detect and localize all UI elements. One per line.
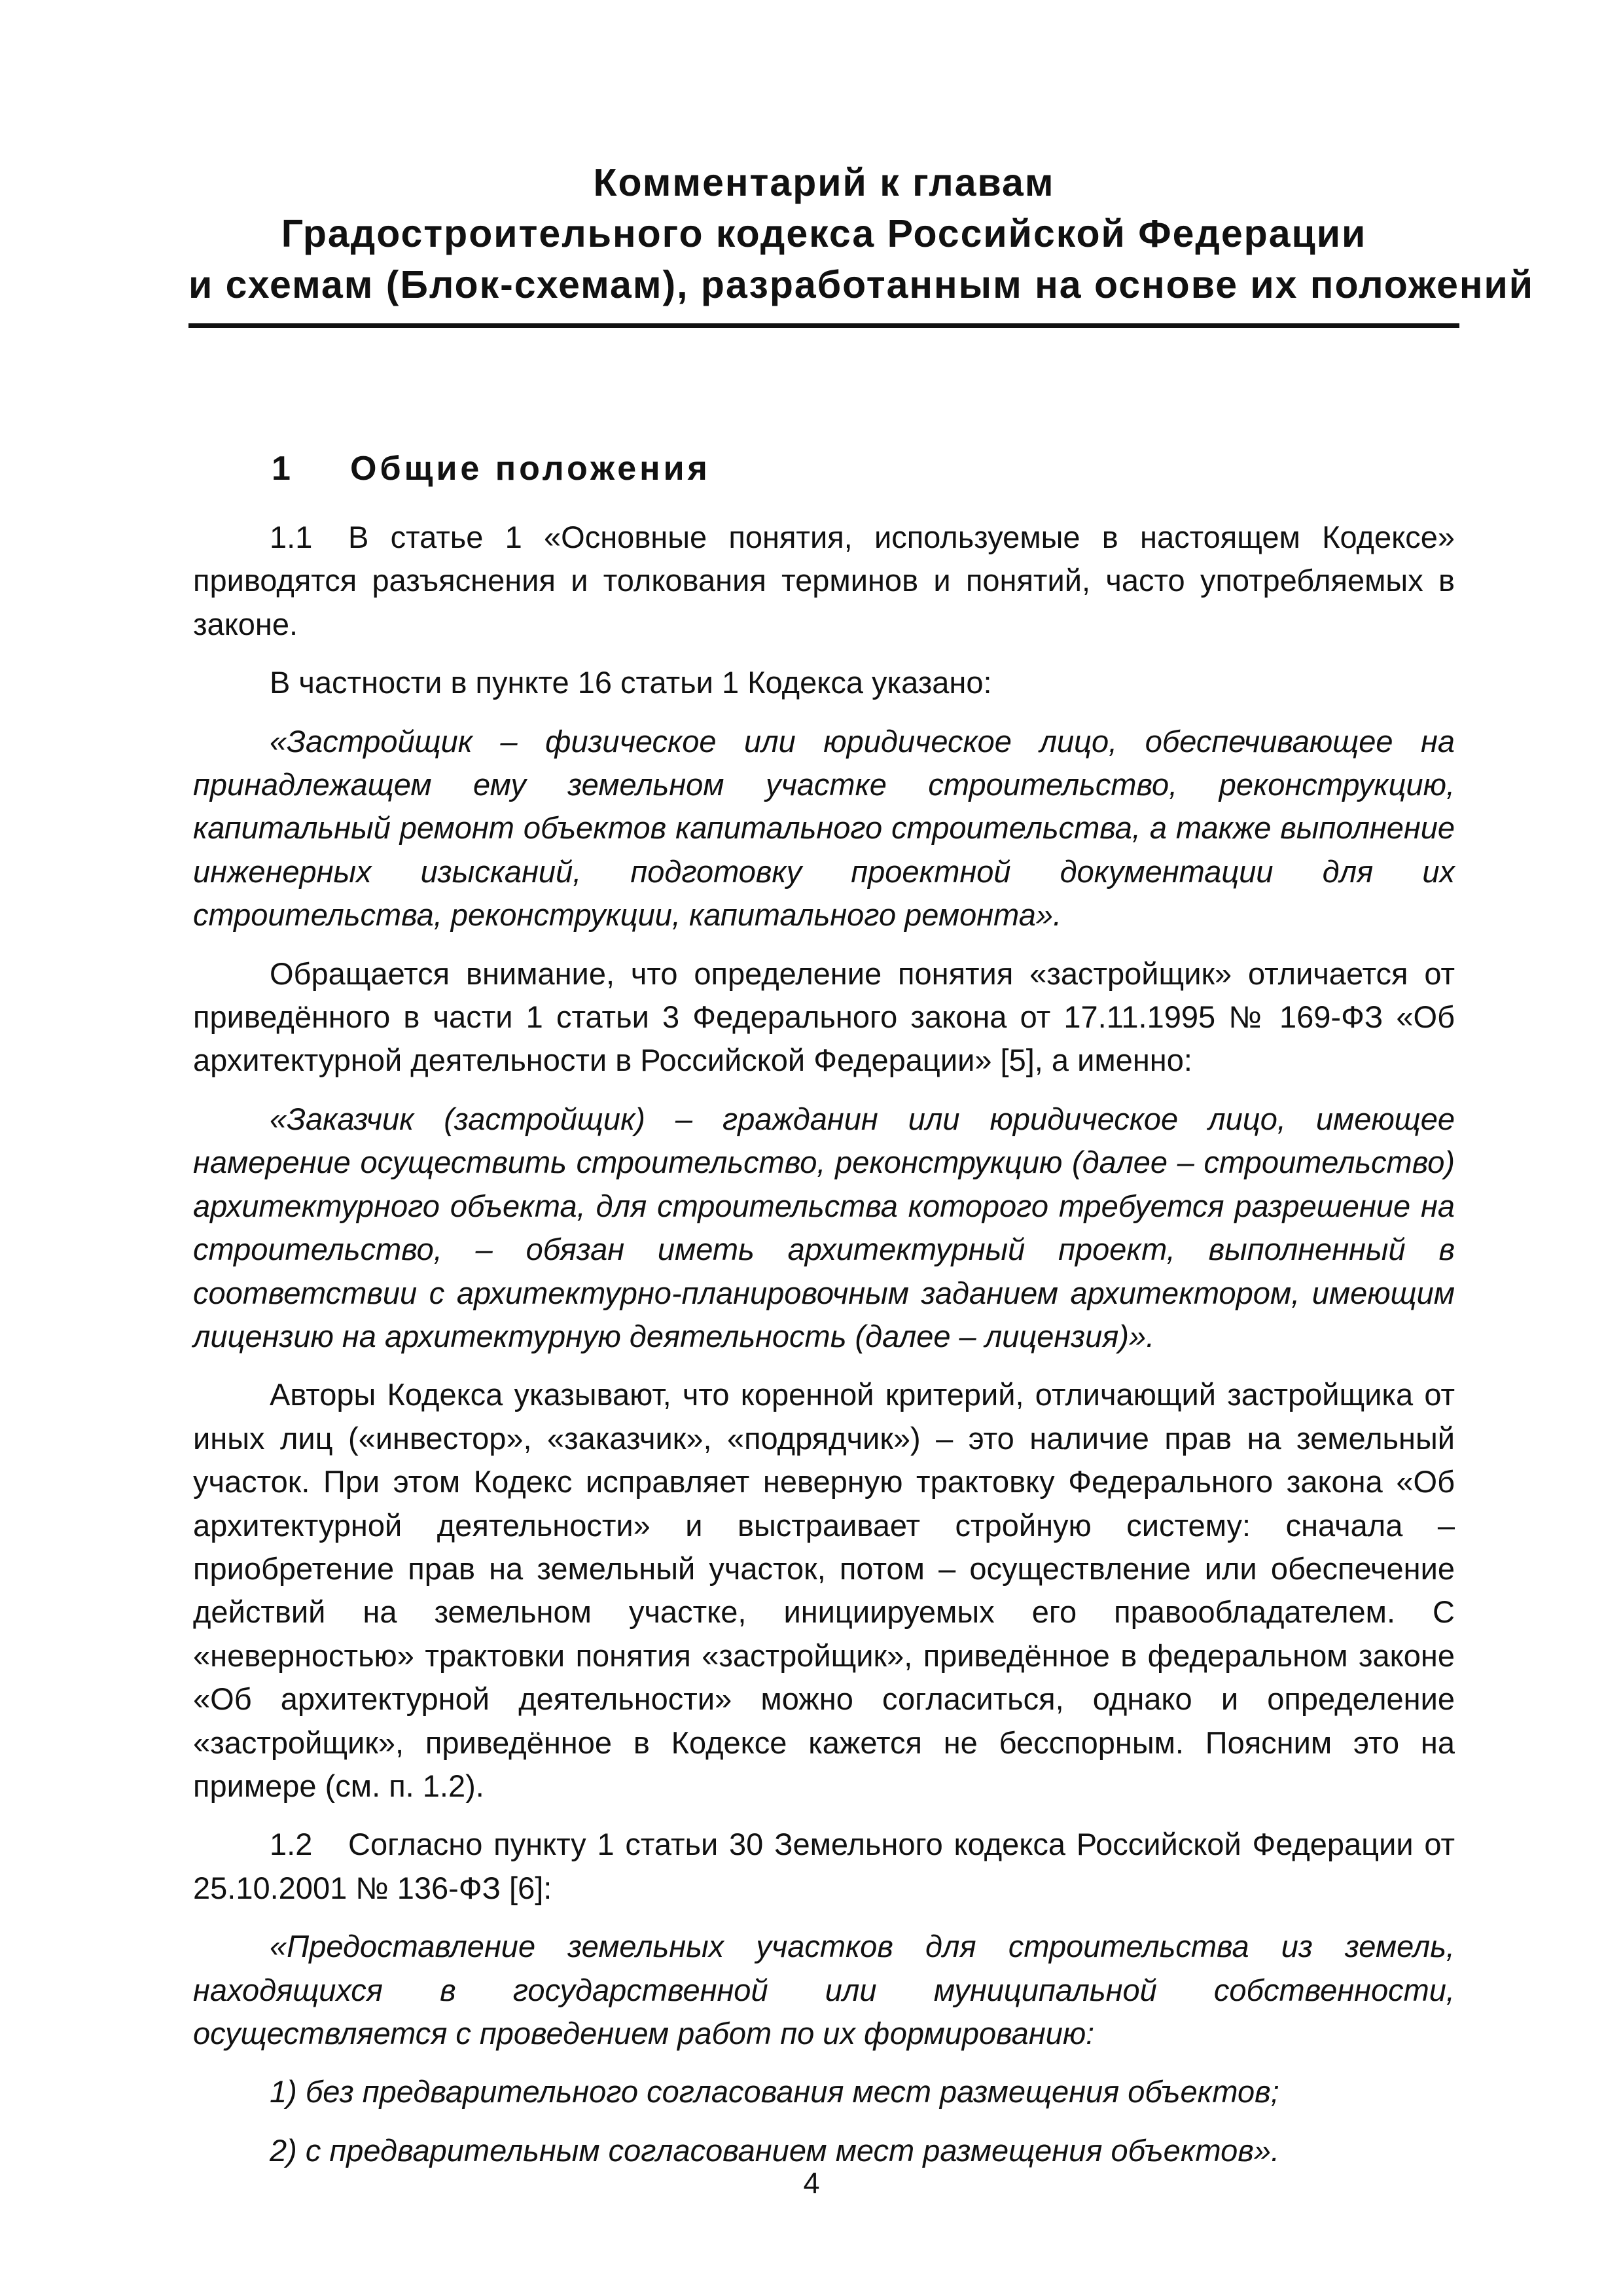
paragraph-number: 1.2 [270, 1827, 313, 1862]
section-title: Общие положения [350, 450, 711, 488]
paragraph-text: В статье 1 «Основные понятия, используемые в настоящем Кодексе» приводятся разъяснения и толкования терминов и понятий, часто употребляемых в законе. [193, 520, 1455, 641]
quote-list-item: 2) с предварительным согласованием мест размещения объектов». [270, 2132, 1280, 2168]
paragraph: Обращается внимание, что определение понятия «застройщик» отличается от приведённого в части 1 статьи 3 Федерального закона от 17.11.1995 № 169-ФЗ «Об архитектурной деятельности в Российской Федерации» [5], а именно: [193, 956, 1455, 1078]
title-line-1: Комментарий к главам [593, 161, 1055, 204]
quote-paragraph: «Застройщик – физическое или юридическое лицо, обеспечивающее на принадлежащем ему земельном участке строительство, реконструкцию, капитальный ремонт объектов капитального строительства, а также выполнение инженерных изысканий, подготовку проектной документации для их строительства, реконструкции, капитального ремонта». [193, 723, 1455, 933]
paragraph-number: 1.1 [270, 520, 313, 554]
paragraph: Авторы Кодекса указывают, что коренной критерий, отличающий застройщика от иных лиц («инвестор», «заказчик», «подрядчик») – это наличие прав на земельный участок. При этом Кодекс исправляет неверную трактовку Федерального закона «Об архитектурной деятельности» и выстраивает стройную систему: сначала – приобретение прав на земельный участок, потом – осуществление или обеспечение действий на земельном участке, инициируемых его правообладателем. С «неверностью» трактовки понятия «застройщик», приведённое в федеральном законе «Об архитектурной деятельности» можно согласиться, однако и определение «застройщик», приведённое в Кодексе кажется не бесспорным. Поясним это на примере (см. п. 1.2). [193, 1377, 1455, 1803]
document-body [193, 516, 1455, 2187]
document-title [188, 157, 1535, 310]
paragraph-1-1 [193, 516, 1455, 646]
quote-list-item: 1) без предварительного согласования мест размещения объектов; [270, 2074, 1279, 2109]
title-line-3: и схемам (Блок-схемам), разработанным на основе их положений [188, 263, 1535, 306]
paragraph: В частности в пункте 16 статьи 1 Кодекса указано: [270, 665, 992, 700]
title-divider [188, 323, 1459, 328]
section-number: 1 [272, 450, 294, 488]
quote-paragraph: «Предоставление земельных участков для строительства из земель, находящихся в государственной или муниципальной собственности, осуществляется с проведением работ по их формированию: [193, 1929, 1455, 2051]
title-line-2: Градостроительного кодекса Российской Федерации [281, 212, 1367, 255]
paragraph-text: Согласно пункту 1 статьи 30 Земельного кодекса Российской Федерации от 25.10.2001 № 136-ФЗ [6]: [193, 1827, 1455, 1905]
quote-paragraph: «Заказчик (застройщик) – гражданин или юридическое лицо, имеющее намерение осуществить строительство, реконструкцию (далее – строительство) архитектурного объекта, для строительства которого требуется разрешение на строительство, – обязан иметь архитектурный проект, выполненный в соответствии с архитектурно-планировочным заданием архитектором, имеющим лицензию на архитектурную деятельность (далее – лицензия)». [193, 1101, 1455, 1354]
paragraph-1-2 [193, 1823, 1455, 1910]
section-heading [272, 449, 711, 488]
page-number: 4 [803, 2166, 820, 2200]
